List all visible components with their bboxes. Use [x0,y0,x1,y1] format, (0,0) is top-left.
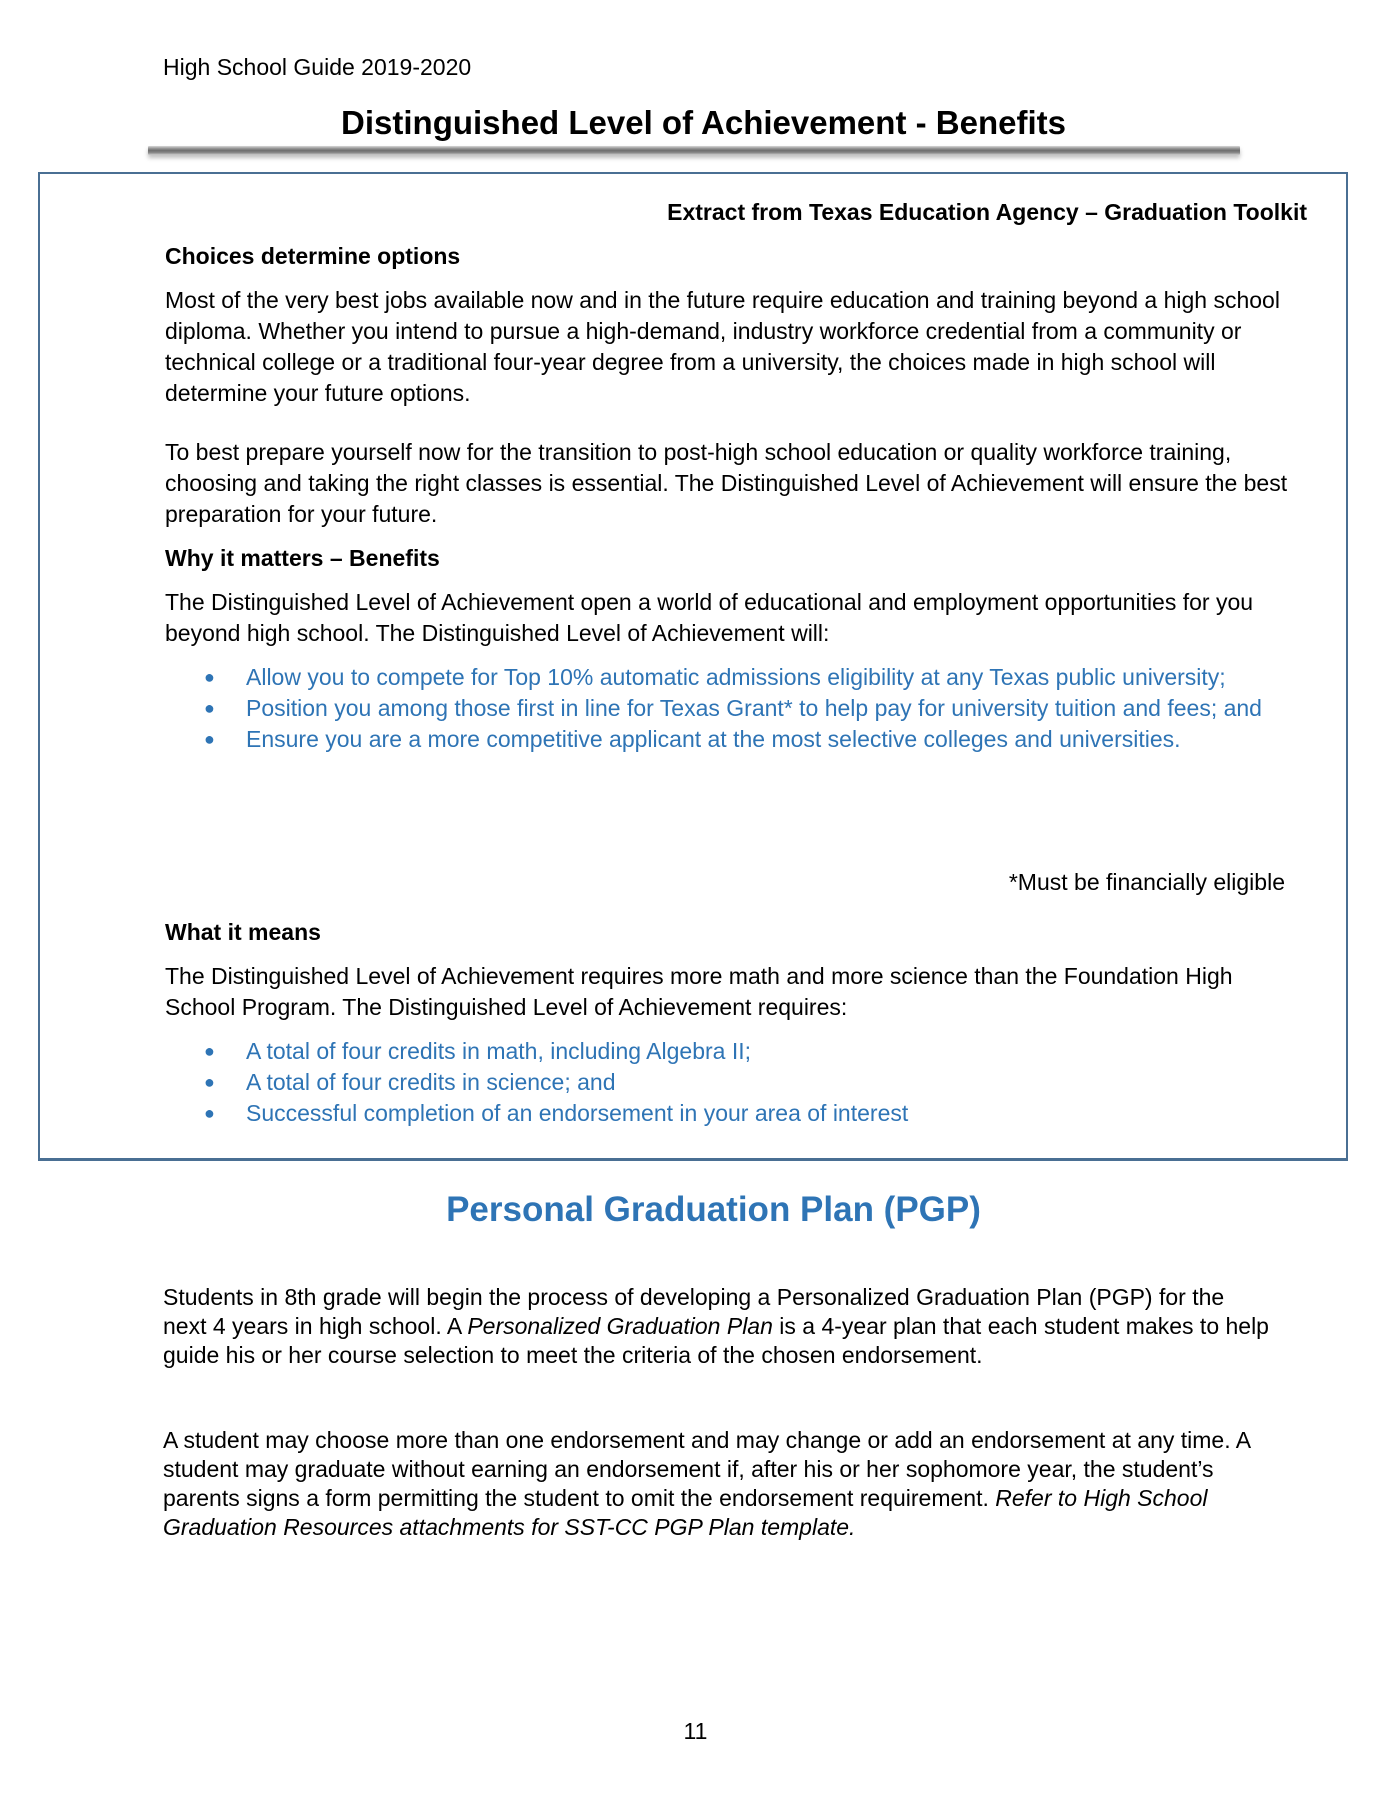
list-item: ● Allow you to compete for Top 10% automatic admissions eligibility at any Texas public university; [165,662,1305,693]
bullet-icon: ● [204,698,215,718]
paragraph: The Distinguished Level of Achievement open a world of educational and employment opportunities for you beyond high school. The Distinguished Level of Achievement will: [165,589,1254,646]
pgp-paragraph-2: A student may choose more than one endorsement and may change or add an endorsement at any time. A student may graduate without earning an endorsement if, after his or her sophomore year, the student’s parents signs a form permitting the student to omit the endorsement requirement. Refer to High School Graduation Resources attachments for SST-CC PGP Plan template. [163,1427,1250,1540]
section-heading-what-it-means: What it means [165,919,321,945]
list-item: ● A total of four credits in math, including Algebra II; [165,1036,1305,1067]
list-item: ● Successful completion of an endorsement in your area of interest [165,1098,1305,1129]
list-item: ● Ensure you are a more competitive applicant at the most selective colleges and universities. [165,724,1305,755]
list-item: ● Position you among those first in line for Texas Grant* to help pay for university tuition and fees; and [165,693,1305,724]
section-heading-why-it-matters: Why it matters – Benefits [165,545,440,571]
running-head: High School Guide 2019-2020 [163,54,472,80]
list-item: ● A total of four credits in science; and [165,1067,1305,1098]
requirements-list [165,1036,1305,1129]
bullet-icon: ● [204,1103,215,1123]
page-title: Distinguished Level of Achievement - Benefits [341,104,1066,141]
section-heading-choices: Choices determine options [165,243,461,269]
extract-source: Extract from Texas Education Agency – Graduation Toolkit [667,199,1307,225]
bullet-icon: ● [204,667,215,687]
pgp-title: Personal Graduation Plan (PGP) [446,1190,981,1229]
extract-box [38,172,1348,1161]
bullet-icon: ● [204,729,215,749]
title-rule-divider [148,146,1240,155]
benefits-list [165,662,1305,755]
paragraph: The Distinguished Level of Achievement requires more math and more science than the Foundation High School Program. The Distinguished Level of Achievement requires: [165,963,1233,1020]
bullet-icon: ● [204,1041,215,1061]
page-number: 11 [683,1718,708,1744]
paragraph: Most of the very best jobs available now and in the future require education and training beyond a high school diploma. Whether you intend to pursue a high-demand, industry workforce credential from a community or technical college or a traditional four-year degree from a university, the choices made in high school will determine your future options. [165,287,1280,406]
pgp-paragraph-1: Students in 8th grade will begin the process of developing a Personalized Graduation Plan (PGP) for the next 4 years in high school. A Personalized Graduation Plan is a 4-year plan that each student makes to help guide his or her course selection to meet the criteria of the chosen endorsement. [163,1284,1269,1368]
footnote: *Must be financially eligible [1008,869,1285,895]
paragraph: To best prepare yourself now for the transition to post-high school education or quality workforce training, choosing and taking the right classes is essential. The Distinguished Level of Achievement will ensure the best preparation for your future. [165,439,1288,527]
bullet-icon: ● [204,1072,215,1092]
